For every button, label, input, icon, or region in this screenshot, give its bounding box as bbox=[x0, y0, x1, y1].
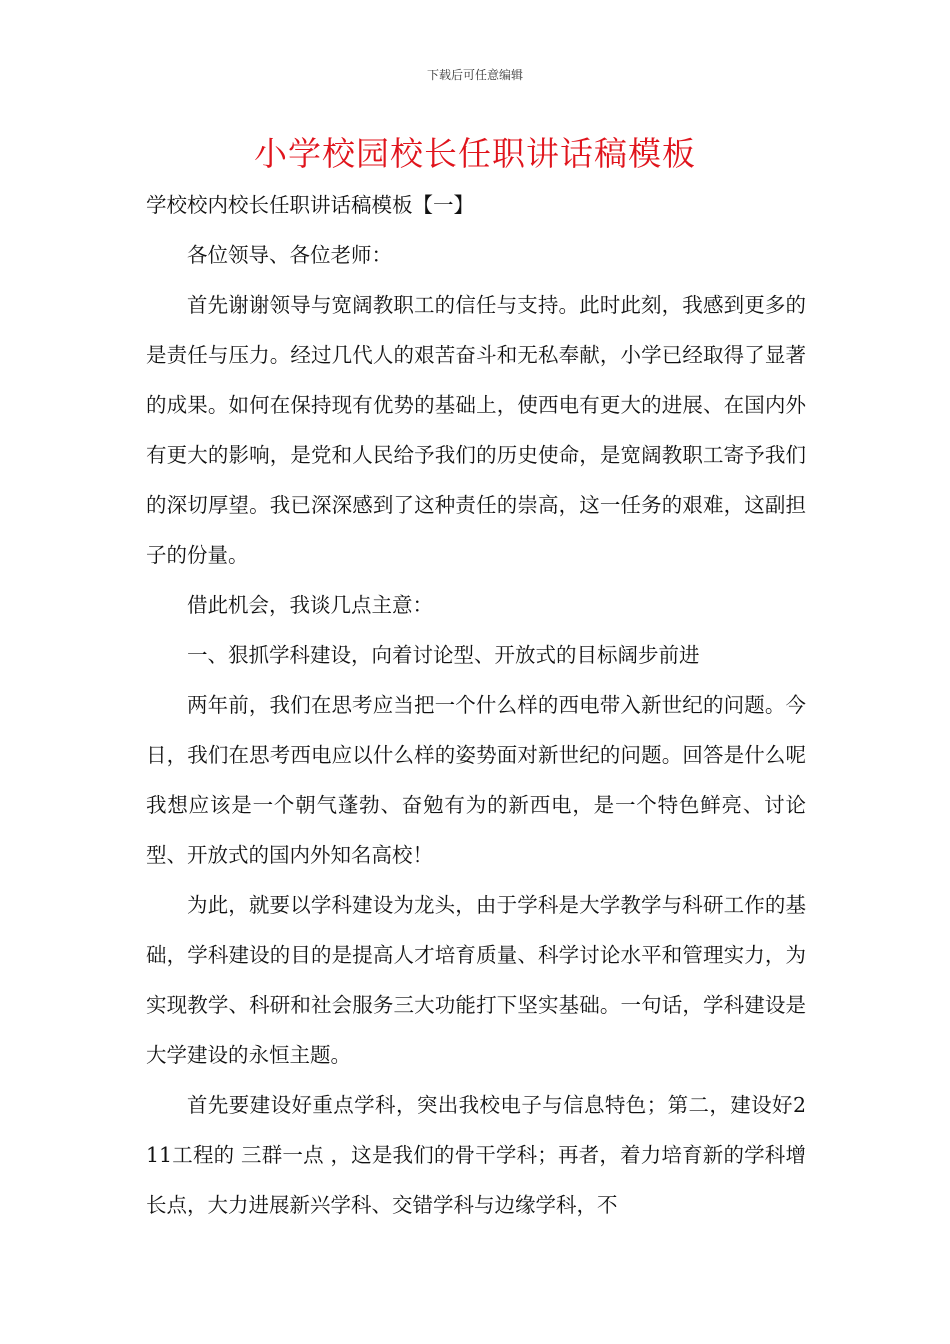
document-body bbox=[146, 180, 806, 1230]
body-paragraph: 两年前，我们在思考应当把一个什么样的西电带入新世纪的问题。今日，我们在思考西电应以什么样的姿势面对新世纪的问题。回答是什么呢我想应该是一个朝气蓬勃、奋勉有为的新西电，是一个特色鲜亮、讨论型、开放式的国内外知名高校！ bbox=[146, 693, 806, 867]
body-paragraph: 首先谢谢领导与宽阔教职工的信任与支持。此时此刻，我感到更多的是责任与压力。经过几代人的艰苦奋斗和无私奉献，小学已经取得了显著的成果。如何在保持现有优势的基础上，使西电有更大的进展、在国内外有更大的影响，是党和人民给予我们的历史使命，是宽阔教职工寄予我们的深切厚望。我已深深感到了这种责任的崇高，这一任务的艰难，这副担子的份量。 bbox=[146, 293, 806, 567]
section-heading: 学校校内校长任职讲话稿模板【一】 bbox=[146, 193, 474, 217]
body-paragraph: 为此，就要以学科建设为龙头，由于学科是大学教学与科研工作的基础，学科建设的目的是提高人才培育质量、科学讨论水平和管理实力，为实现教学、科研和社会服务三大功能打下坚实基础。一句话，学科建设是大学建设的永恒主题。 bbox=[146, 893, 806, 1067]
salutation: 各位领导、各位老师： bbox=[187, 243, 392, 267]
body-paragraph: 借此机会，我谈几点主意： bbox=[187, 593, 433, 617]
document-title: 小学校园校长任职讲话稿模板 bbox=[254, 134, 696, 173]
header-note: 下载后可任意编辑 bbox=[426, 68, 523, 82]
subsection-heading: 一、狠抓学科建设，向着讨论型、开放式的目标阔步前进 bbox=[187, 643, 700, 667]
body-paragraph: 首先要建设好重点学科，突出我校电子与信息特色；第二，建设好211工程的 三群一点 ，这是我们的骨干学科；再者，着力培育新的学科增长点，大力进展新兴学科、交错学科与边缘学科，不 bbox=[146, 1093, 806, 1217]
